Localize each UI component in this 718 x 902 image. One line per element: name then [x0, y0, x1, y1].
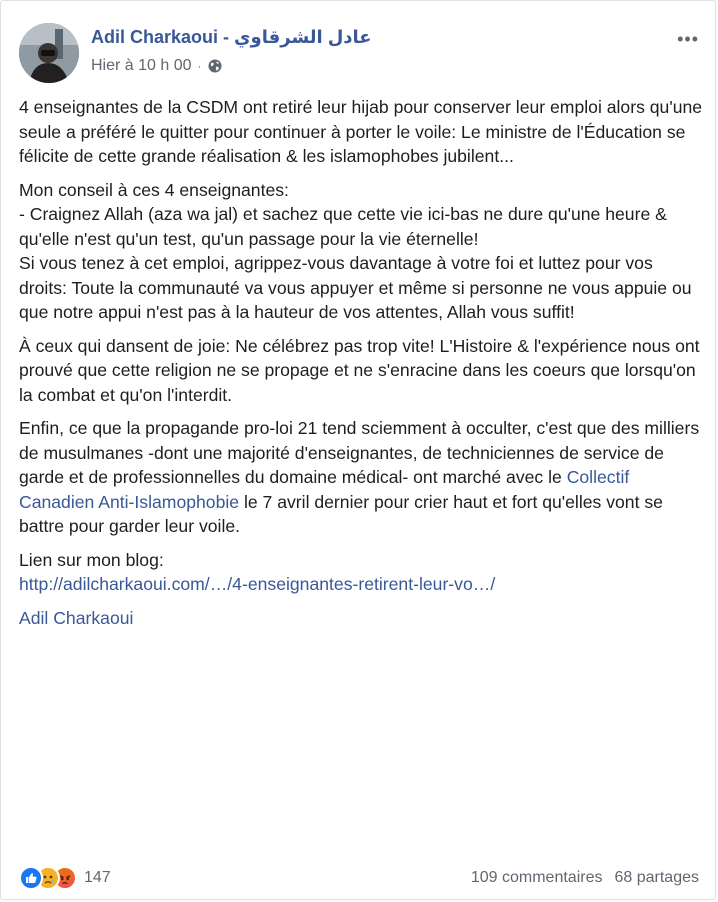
more-options-icon[interactable]: •••	[677, 29, 699, 49]
paragraph-2-line-2: - Craignez Allah (aza wa jal) et sachez que cette vie ici-bas ne dure qu'une heure & qu'elle n'est qu'un test, qu'un passage pour la vie éternelle!	[19, 204, 667, 249]
paragraph-5	[19, 548, 703, 597]
post-header	[19, 23, 699, 85]
paragraph-4-text-a: Enfin, ce que la propagande pro-loi 21 tend sciemment à occulter, c'est que des milliers de musulmanes -dont une majorité d'enseignantes, de techniciennes de service de garde et de professionnelles du domaine médical- ont marché avec le	[19, 418, 700, 487]
blog-link[interactable]: http://adilcharkaoui.com/…/4-enseignantes-retirent-leur-vo…/	[19, 574, 496, 594]
post-stats	[471, 869, 699, 887]
reactions[interactable]	[19, 866, 111, 890]
paragraph-1: 4 enseignantes de la CSDM ont retiré leur hijab pour conserver leur emploi alors qu'une seule a préféré le quitter pour continuer à porter le voile: Le ministre de l'Éducation se félicite de cette grande réalisation & les islamophobes jubilent...	[19, 97, 703, 166]
post-footer	[19, 863, 699, 893]
paragraph-4-text-b: le 7 avril dernier pour crier haut et fort qu'elles vont se battre pour garder leur voile.	[19, 491, 663, 536]
paragraph-2	[19, 178, 703, 325]
shares-count[interactable]: 68 partages	[614, 869, 699, 886]
like-icon[interactable]	[19, 866, 43, 890]
paragraph-2-line-3: Si vous tenez à cet emploi, agrippez-vous davantage à votre foi et luttez pour vos droits: Toute la communauté va vous appuyer et même si personne ne vous appuie ou que notre appui n'est pas à la hauteur de vos attentes, Allah vous suffit!	[19, 253, 692, 322]
signature-link[interactable]: Adil Charkaoui	[19, 607, 134, 628]
collectif-link[interactable]: Collectif Canadien Anti-Islamophobie	[19, 467, 630, 512]
avatar[interactable]	[19, 23, 79, 83]
comments-count[interactable]: 109 commentaires	[470, 869, 603, 886]
author-name[interactable]: Adil Charkaoui - عادل الشرقاوي	[91, 27, 372, 47]
post-body	[19, 95, 703, 639]
globe-icon[interactable]	[208, 59, 222, 73]
timestamp[interactable]: Hier à 10 h 00	[91, 57, 192, 74]
blog-label: Lien sur mon blog:	[19, 549, 164, 570]
paragraph-6	[19, 606, 703, 631]
paragraph-4	[19, 416, 703, 539]
paragraph-3: À ceux qui dansent de joie: Ne célébrez pas trop vite! L'Histoire & l'expérience nous ont prouvé que cette religion ne se propage et ne s'enracine dans les coeurs que lorsqu'on la combat et qu'on l'interdit.	[19, 335, 700, 405]
separator: ·	[197, 59, 202, 73]
paragraph-2-line-1: Mon conseil à ces 4 enseignantes:	[19, 179, 289, 200]
post-meta	[91, 57, 222, 75]
reaction-count[interactable]: 147	[84, 869, 111, 886]
